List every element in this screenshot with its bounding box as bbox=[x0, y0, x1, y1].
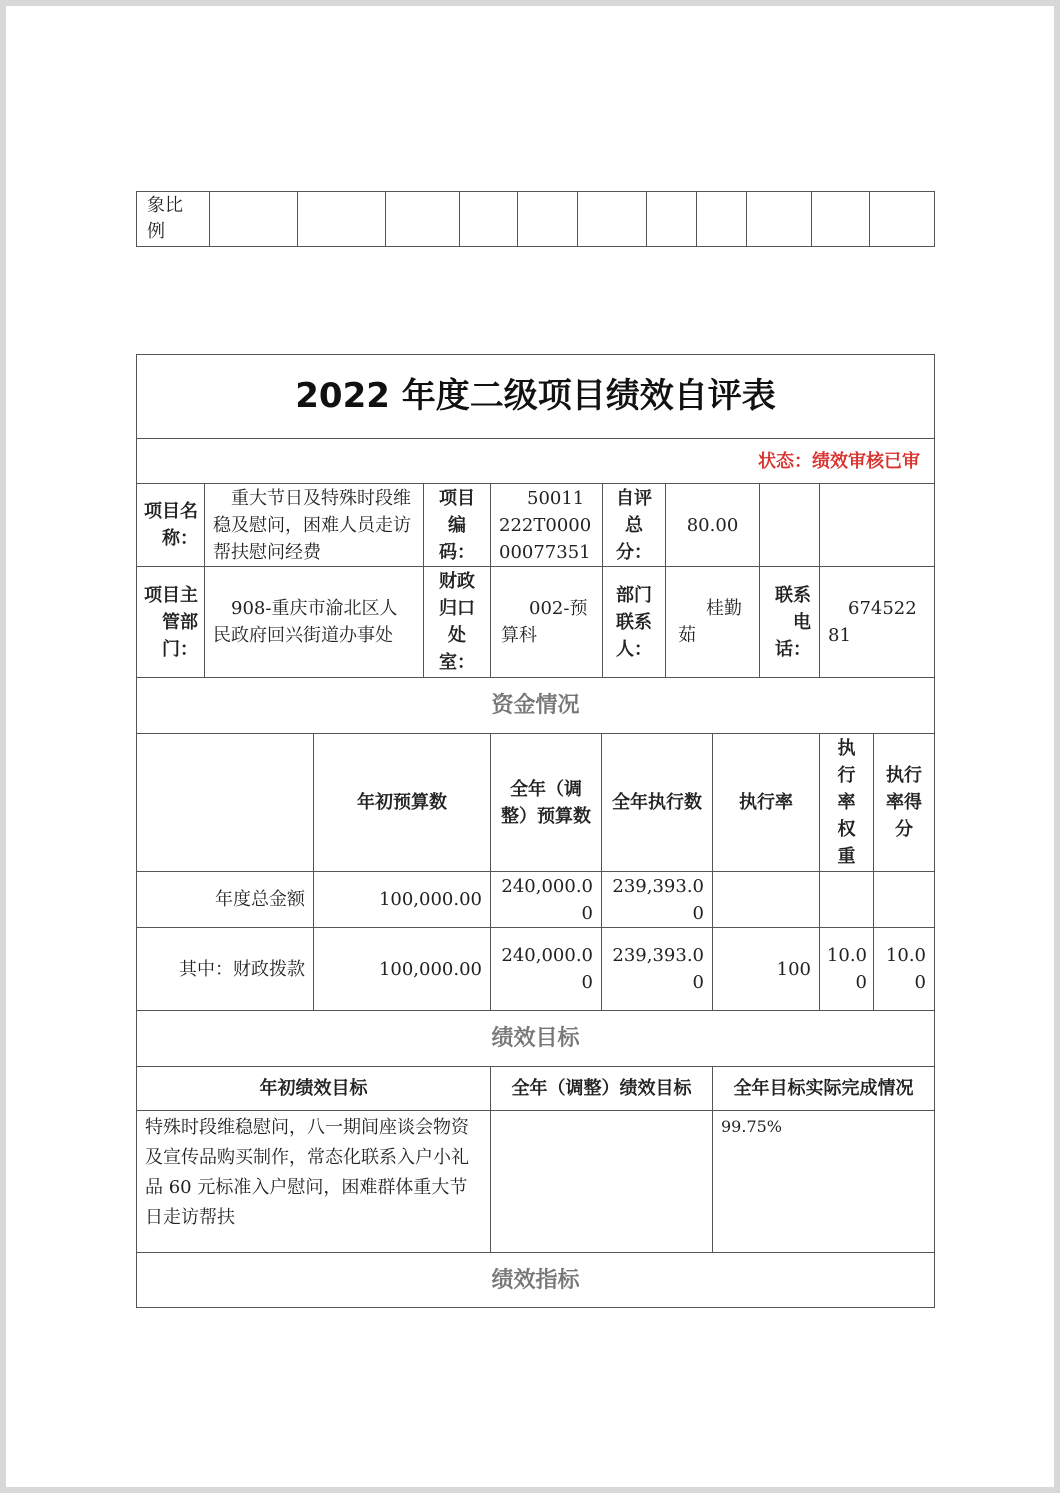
funds-header-weight: 执行率权重 bbox=[837, 738, 856, 867]
funds-row-adjusted: 240,000.00 bbox=[501, 875, 593, 924]
funds-header-rate: 执行率 bbox=[739, 792, 793, 813]
page-title: 2022 年度二级项目绩效自评表 bbox=[295, 376, 776, 416]
self-score-value: 80.00 bbox=[686, 514, 739, 536]
self-score-label: 自评总分： bbox=[616, 487, 652, 563]
project-code-value: 50011222T000000077351 bbox=[499, 487, 592, 563]
funds-row-score bbox=[874, 872, 934, 927]
funds-row-label: 其中：财政拨款 bbox=[179, 958, 305, 980]
funds-row-weight: 10.00 bbox=[826, 945, 867, 993]
goals-header-initial: 年初绩效目标 bbox=[259, 1078, 368, 1099]
adjusted-goal-text bbox=[491, 1111, 712, 1252]
funds-row-score: 10.00 bbox=[885, 945, 926, 993]
funds-header-adjusted: 全年（调整）预算数 bbox=[501, 778, 591, 827]
goals-section-title: 绩效目标 bbox=[491, 1026, 580, 1051]
goals-header-completion: 全年目标实际完成情况 bbox=[733, 1078, 914, 1099]
indicators-section-title: 绩效指标 bbox=[491, 1267, 580, 1293]
funds-header-executed: 全年执行数 bbox=[612, 792, 702, 813]
goals-header-adjusted: 全年（调整）绩效目标 bbox=[511, 1078, 692, 1099]
dept-label: 项目主管部门： bbox=[144, 584, 198, 660]
phone-value: 67452281 bbox=[828, 598, 917, 646]
funds-header-initial: 年初预算数 bbox=[357, 792, 447, 813]
funds-row-executed: 239,393.00 bbox=[612, 945, 704, 993]
status-badge: 状态：绩效审核已审 bbox=[758, 450, 920, 472]
project-code-label: 项目编码： bbox=[439, 487, 475, 563]
funds-row-adjusted: 240,000.00 bbox=[501, 945, 593, 993]
project-name-value: 重大节日及特殊时段维稳及慰问，困难人员走访帮扶慰问经费 bbox=[213, 487, 411, 563]
funds-header-score: 执行率得分 bbox=[886, 765, 922, 840]
completion-text: 99.75% bbox=[721, 1117, 783, 1136]
funds-section-title: 资金情况 bbox=[491, 693, 580, 718]
funds-row-executed: 239,393.00 bbox=[612, 875, 704, 924]
funds-row-initial: 100,000.00 bbox=[378, 889, 482, 910]
contact-value: 桂勤茹 bbox=[678, 598, 742, 646]
funds-row-initial: 100,000.00 bbox=[378, 958, 482, 980]
funds-row-weight bbox=[820, 872, 873, 927]
project-name-label: 项目名称： bbox=[144, 501, 198, 549]
document-page bbox=[6, 6, 1054, 1487]
finance-label: 财政归口处室： bbox=[439, 571, 475, 673]
top-table-label: 象比例 bbox=[147, 195, 183, 242]
finance-value: 002-预算科 bbox=[501, 598, 588, 646]
funds-row-label: 年度总金额 bbox=[215, 889, 305, 910]
dept-value: 908-重庆市渝北区人民政府回兴街道办事处 bbox=[213, 598, 398, 646]
contact-label: 部门联系人： bbox=[616, 584, 652, 660]
funds-row-rate: 100 bbox=[776, 958, 811, 980]
phone-label: 联系电话： bbox=[775, 584, 811, 660]
funds-row-rate bbox=[713, 872, 819, 927]
initial-goal-text: 特殊时段维稳慰问，八一期间座谈会物资及宣传品购买制作，常态化联系入户小礼品 60 元标准入户慰问，困难群体重大节日走访帮扶 bbox=[145, 1117, 469, 1228]
